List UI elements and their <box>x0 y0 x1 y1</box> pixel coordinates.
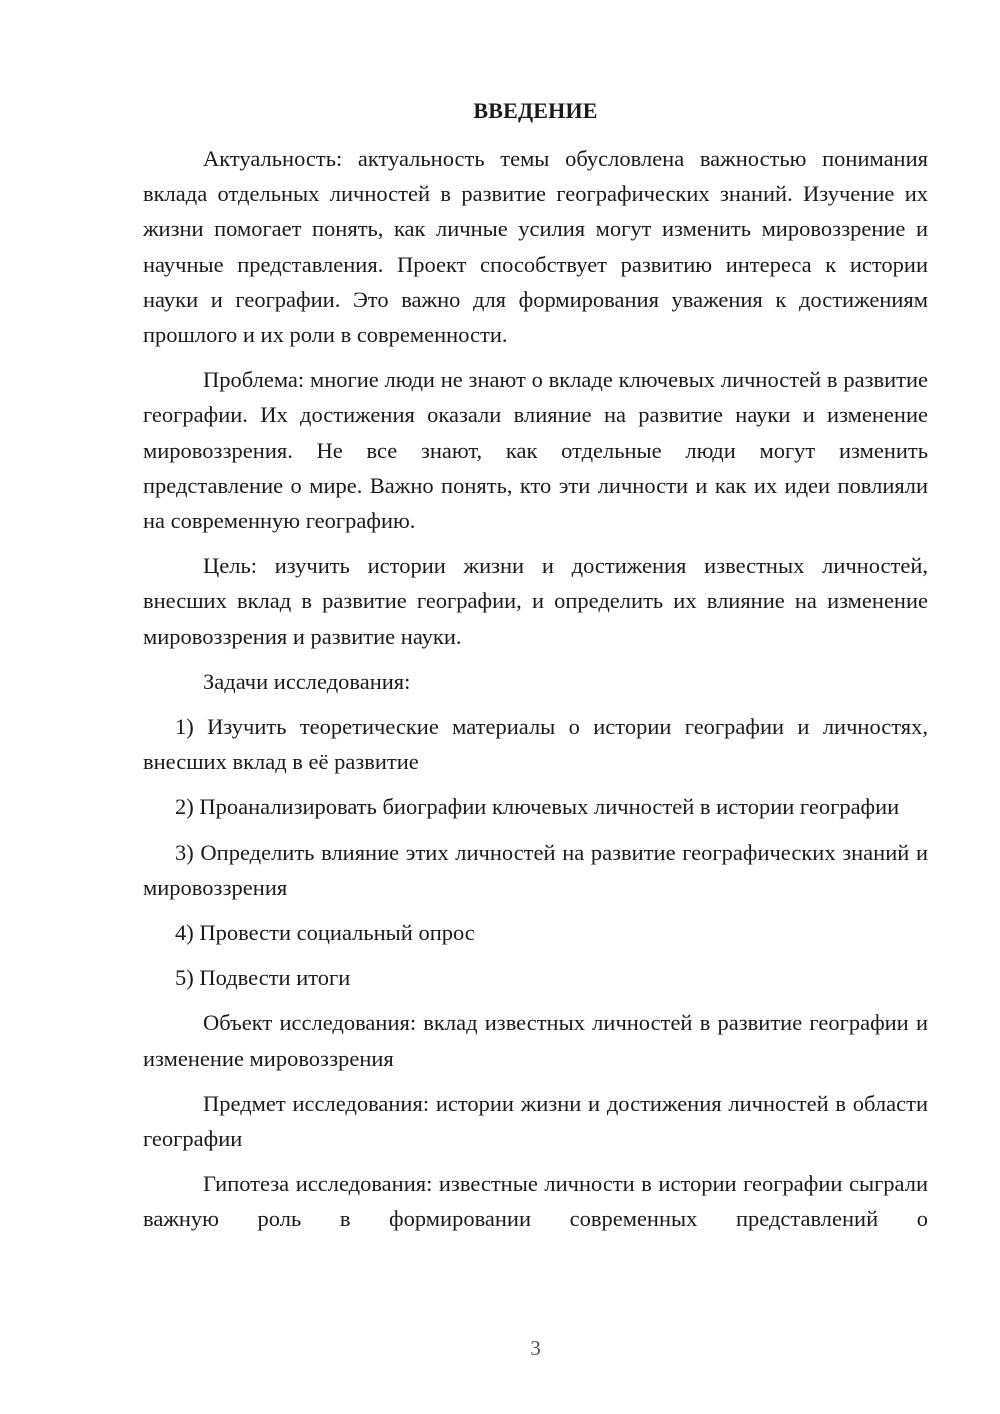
section-heading: ВВЕДЕНИЕ <box>473 98 598 123</box>
goal-paragraph: Цель: изучить истории жизни и достижения известных личностей, внесших вклад в развитие географии, и определить их влияние на изменение мировоззрения и развитие науки. <box>143 553 928 649</box>
task-item-2: 2) Проанализировать биографии ключевых личностей в истории географии <box>175 794 900 820</box>
task-item-4: 4) Провести социальный опрос <box>175 920 475 946</box>
page-number: 3 <box>530 1336 541 1360</box>
relevance-paragraph: Актуальность: актуальность темы обусловлена важностью понимания вклада отдельных личностей в развитие географических знаний. Изучение их жизни помогает понять, как личные усилия могут изменить мировоззрение и научные представления. Проект способствует развитию интереса к истории науки и географии. Это важно для формирования уважения к достижениям прошлого и их роли в современности. <box>143 146 928 348</box>
task-item-1: 1) Изучить теоретические материалы о истории географии и личностях, внесших вклад в её развитие <box>143 714 928 775</box>
hypothesis-paragraph: Гипотеза исследования: известные личности в истории географии сыграли важную роль в формировании современных представлений о <box>143 1171 928 1232</box>
task-item-3: 3) Определить влияние этих личностей на развитие географических знаний и мировоззрения <box>143 839 928 900</box>
problem-paragraph: Проблема: многие люди не знают о вкладе ключевых личностей в развитие географии. Их достижения оказали влияние на развитие науки и изменение мировоззрения. Не все знают, как отдельные люди могут изменить представление о мире. Важно понять, кто эти личности и как их идеи повлияли на современную географию. <box>143 367 928 534</box>
object-paragraph: Объект исследования: вклад известных личностей в развитие географии и изменение мировоззрения <box>143 1010 928 1071</box>
tasks-heading: Задачи исследования: <box>203 668 411 694</box>
subject-paragraph: Предмет исследования: истории жизни и достижения личностей в области географии <box>143 1090 928 1152</box>
task-item-5: 5) Подвести итоги <box>175 965 351 991</box>
document-body <box>143 141 928 1247</box>
